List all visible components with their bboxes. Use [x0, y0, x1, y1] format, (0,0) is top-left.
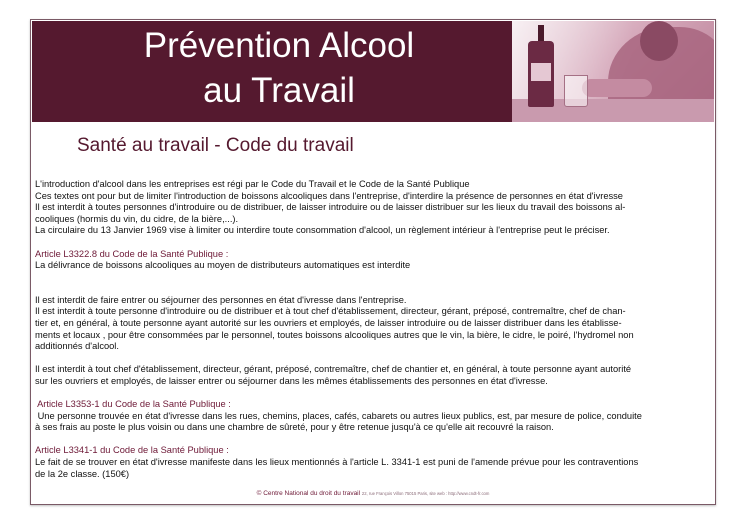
page-title: [54, 23, 504, 113]
title-line-2: au Travail: [203, 71, 355, 110]
paragraph-line: Il est interdit à toute personne d'introduire ou de distribuer et à tout chef d'établissement, directeur, gérant, préposé, contremaître, chef de chan-: [35, 306, 626, 317]
article-text: de la 2e classe. (150€): [35, 468, 130, 479]
footer-address: 22, rue François Villon 75015 Paris, site web : http://www.cndt-fr.com: [361, 491, 490, 496]
intro-line: La circulaire du 13 Janvier 1969 vise à limiter ou interdire toute consommation d'alcool, un règlement intérieur à l'entreprise peut le préciser.: [35, 225, 610, 236]
glass-icon: [564, 75, 588, 107]
intro-line: Ces textes ont pour but de limiter l'introduction de boissons alcooliques dans l'entreprise, d'interdire la présence de personnes en état d'ivresse: [35, 190, 623, 201]
article-text: Le fait de se trouver en état d'ivresse manifeste dans les lieux mentionnés à l'article L. 3341-1 est puni de l'amende prévue pour les contraventions: [35, 457, 639, 468]
title-line-1: Prévention Alcool: [143, 26, 415, 65]
header-banner: [32, 21, 714, 122]
header-photo: [512, 21, 714, 122]
article-text: à ses frais au poste le plus voisin ou dans une chambre de sûreté, pour y être retenue jusqu'à ce qu'elle ait recouvré la raison.: [35, 422, 554, 433]
paragraph-line: additionnés d'alcool.: [35, 341, 119, 352]
article-heading: Article L3322.8 du Code de la Santé Publique :: [35, 248, 229, 259]
footer-org: © Centre National du droit du travail: [256, 490, 361, 497]
footer: [31, 490, 715, 497]
paragraph-line: sur les ouvriers et employés, de laisser entrer ou séjourner dans les mêmes établissements des personnes en état d'ivresse.: [35, 375, 548, 386]
article-heading: Article L3341-1 du Code de la Santé Publique :: [35, 445, 229, 456]
paragraph-line: ments et locaux , pour être consommées par le personnel, toutes boissons alcooliques autres que le vin, la bière, le cidre, le poiré, l'hydromel non: [35, 329, 634, 340]
intro-line: Il est interdit à toutes personnes d'introduire ou de distribuer, de laisser introduire ou de laisser distribuer sur les lieux du travail des boissons al-: [35, 202, 626, 213]
paragraph-line: Il est interdit à tout chef d'établissement, directeur, gérant, préposé, contremaître, chef de chantier et, en général, à toute personne ayant autorité: [35, 364, 632, 375]
main-content: [35, 179, 711, 480]
article-text: La délivrance de boissons alcooliques au moyen de distributeurs automatiques est interdite: [35, 260, 411, 271]
article-heading: Article L3353-1 du Code de la Santé Publique :: [35, 399, 231, 410]
paragraph-line: tier et, en général, à toute personne ayant autorité sur les ouvriers et employés, de laisser introduire ou de laisser distribuer dans les établisse-: [35, 317, 622, 328]
page-frame: [30, 19, 716, 505]
paragraph-line: Il est interdit de faire entrer ou séjourner des personnes en état d'ivresse dans l'entreprise.: [35, 294, 407, 305]
intro-line: cooliques (hormis du vin, du cidre, de la bière,...).: [35, 213, 239, 224]
section-subtitle: Santé au travail - Code du travail: [77, 135, 354, 156]
intro-line: L'introduction d'alcool dans les entreprises est régi par le Code du Travail et le Code de la Santé Publique: [35, 179, 470, 189]
article-text: Une personne trouvée en état d'ivresse dans les rues, chemins, places, cafés, cabarets ou autres lieux publics, est, par mesure de police, conduite: [35, 410, 642, 421]
